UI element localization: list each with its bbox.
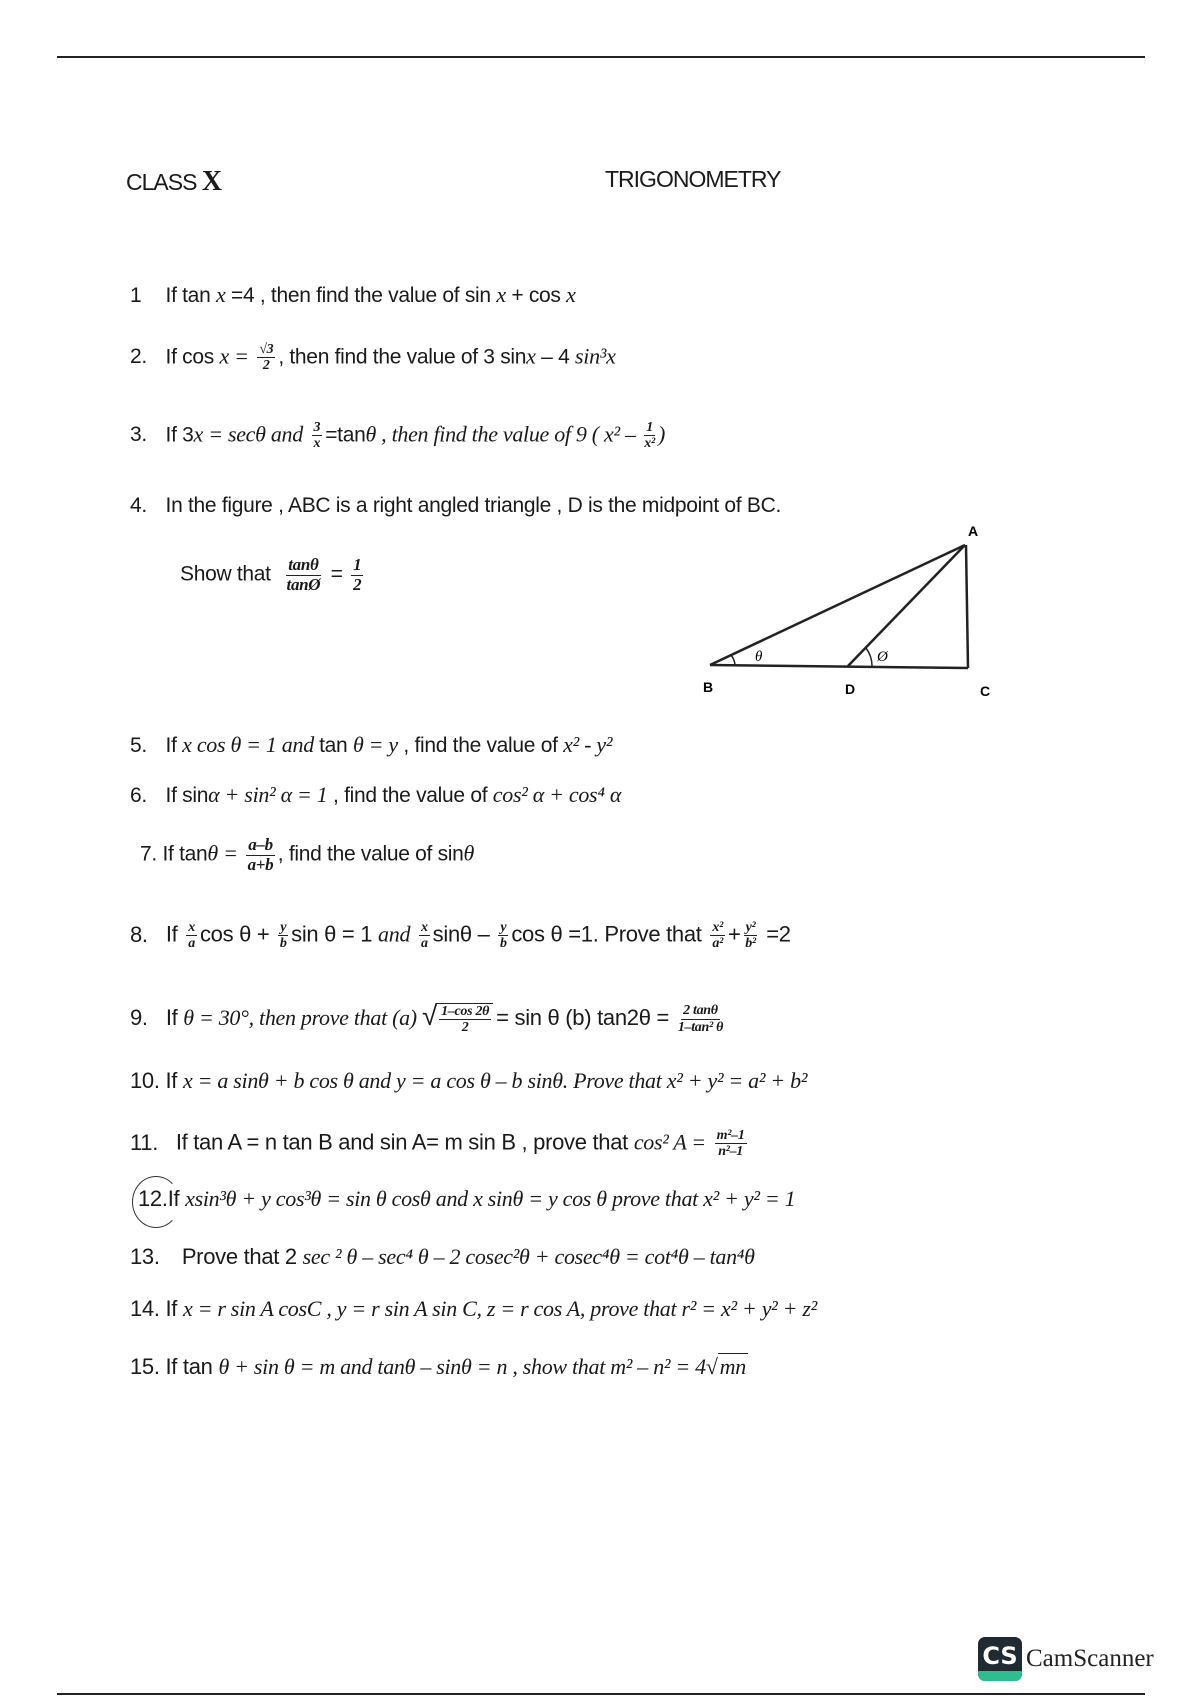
class-heading [126,166,221,198]
denominator: a [420,936,428,952]
question-13 [130,1244,755,1270]
question-10 [130,1068,807,1094]
question-6 [130,782,621,808]
question-text: If [165,1068,183,1093]
question-number: 1 [130,284,142,307]
math: θ = [207,840,238,866]
triangle-diagram [700,520,1000,710]
question-number: 3. [130,423,147,447]
numerator: 3 [313,420,321,435]
denominator: a [188,936,195,952]
math: cos² α + cos⁴ α [492,782,622,807]
class-label: CLASS [126,169,197,195]
sqrt-content: mn [719,1354,746,1379]
question-11 [130,1128,750,1160]
fraction [644,420,655,452]
numerator: 1–cos 2θ [441,1003,490,1019]
denominator: b [279,936,287,952]
fraction [437,1003,493,1036]
question-text: – 4 [535,345,576,369]
fraction [744,920,758,952]
top-rule [57,56,1145,58]
question-number: 7. [140,842,157,866]
question-number: 6. [130,784,147,807]
numerator: m²–1 [716,1128,745,1143]
denominator: a+b [247,854,274,874]
question-8 [130,920,791,952]
bottom-rule [57,1693,1145,1695]
numerator: 2 tanθ [683,1003,718,1019]
question-number: 8. [130,921,148,947]
subject-heading: TRIGONOMETRY [605,166,781,192]
question-text: =tan [325,423,366,447]
question-text: sin θ = 1 [291,921,379,947]
question-text: If [165,734,183,757]
question-number: 2. [130,345,147,369]
numerator: a–b [248,835,273,854]
fraction [312,420,323,452]
denominator: 2 [262,358,270,374]
math: cos² A = [633,1129,706,1155]
question-2 [130,342,616,374]
question-number: 11. [130,1129,159,1155]
denominator: a² [712,936,724,952]
vertex-b-label: B [703,679,714,695]
fraction [257,342,275,374]
question-text: Show that [180,562,271,586]
fraction [498,920,508,952]
question-number: 9. [130,1005,148,1030]
question-text: If tan [165,284,216,307]
denominator: n²–1 [718,1144,743,1160]
class-value: X [201,166,222,197]
math: x cos θ = 1 and [182,732,320,757]
numerator: 1 [646,420,653,435]
math: x = secθ and [193,421,303,447]
numerator: √3 [259,342,274,357]
question-text: , find the value of sin [277,842,464,866]
question-4 [130,494,781,518]
fraction [419,920,430,952]
question-text: If [165,921,178,947]
fraction [351,556,363,594]
math: θ + sin θ = m and tanθ – sinθ = n , show that m² – n² = 4 [218,1354,706,1379]
denominator: x² [644,436,655,452]
question-text: If [167,1186,186,1211]
math: ) [657,421,665,447]
math: sin³x [575,343,616,369]
math: xsin³θ + y cos³θ = sin θ cosθ and x sinθ = y cos θ prove that x² + y² = 1 [185,1186,796,1211]
numerator: x² [712,920,724,935]
numerator: y [280,920,287,935]
math: α + sin² α = 1 [208,782,328,807]
question-text: If 3 [165,423,194,447]
math: x [496,282,506,307]
angle-phi-label: Ø [877,649,888,665]
vertex-a-label: A [968,523,979,539]
question-text: tan [319,734,353,757]
question-text: sinθ – [432,921,490,947]
math: x [526,343,536,369]
numerator: y [500,920,507,935]
question-text: If [165,1005,184,1030]
question-text: Prove that 2 [181,1244,303,1269]
question-number: 5. [130,734,147,757]
question-15: 15. If tan θ + sin θ = m and tanθ – sinθ = n , show that m² – n² = 4√mn [130,1354,746,1379]
denominator: x [313,436,321,452]
numerator: y² [745,920,756,935]
angle-theta-label: θ [755,649,763,665]
question-text: In the figure , ABC is a right angled triangle , D is the midpoint of BC. [165,494,781,517]
math: θ = y [352,732,398,757]
math: x [215,282,226,307]
vertex-d-label: D [845,681,856,697]
question-text: , then find the value of 3 sin [278,345,527,369]
question-7 [140,836,474,874]
question-text: cos θ + [199,921,270,947]
plus-sign: + [728,921,741,947]
question-text: If tan [165,1354,219,1379]
question-14 [130,1296,817,1322]
question-text: , find the value of [397,734,564,757]
math: x [566,282,576,307]
math: and [378,921,411,947]
camscanner-watermark [978,1637,1154,1681]
question-number: 10. [130,1068,160,1093]
fraction [246,836,275,874]
math: x = [219,343,249,369]
question-text: If tan [162,842,208,866]
question-text: = sin θ (b) tan2θ = [496,1005,669,1030]
question-text: If tan A = n tan B and sin A= m sin B , prove that [175,1129,634,1155]
denominator: tanØ [286,574,321,594]
denominator: 1–tan² θ [677,1019,724,1035]
fraction [186,920,197,952]
question-5 [130,732,612,758]
fraction [715,1128,747,1160]
math: x = a sinθ + b cos θ and y = a cos θ – b sinθ. Prove that x² + y² = a² + b² [182,1068,808,1093]
question-4-show-that [180,556,366,594]
question-number: 15. [130,1354,160,1379]
denominator: b² [745,936,756,952]
fraction [278,920,288,952]
question-text: =2 [760,921,791,947]
numerator: x [188,920,195,935]
fraction [710,920,725,952]
numerator: tanθ [288,555,319,574]
camscanner-logo-icon [978,1637,1022,1681]
question-number: 14. [130,1296,160,1321]
denominator: b [500,936,507,952]
question-text: , find the value of [327,784,493,807]
denominator: 2 [353,574,362,594]
math: θ , then find the value of 9 ( x² – [365,421,636,447]
fraction [678,1003,723,1035]
math: x = r sin A cosC , y = r sin A sin C, z = r cos A, prove that r² = x² + y² + z² [182,1296,817,1321]
question-9 [130,1000,726,1036]
question-text: cos θ =1. Prove that [511,921,702,947]
question-12 [138,1186,795,1212]
logo-badge-text: CS [982,1642,1018,1670]
math: x² - y² [563,732,613,757]
question-number: 4. [130,494,147,517]
question-text: If sin [165,784,209,807]
question-1 [130,282,576,308]
numerator: 1 [353,555,362,574]
denominator: 2 [461,1020,469,1036]
sqrt-sign: √ [422,1000,438,1031]
numerator: x [420,920,428,935]
equals-sign: = [330,562,343,586]
math: θ = 30°, then prove that (a) [183,1005,423,1030]
question-text: =4 , then find the value of sin [225,284,497,307]
logo-name: CamScanner [1026,1645,1154,1672]
question-text: + cos [505,284,567,307]
fraction [286,556,320,594]
question-number: 13. [130,1244,160,1269]
question-number: 12. [138,1186,168,1211]
question-3 [130,420,665,452]
math: θ [463,840,475,866]
question-text: If [165,1296,183,1321]
vertex-c-label: C [980,683,991,699]
math: sec ² θ – sec⁴ θ – 2 cosec²θ + cosec⁴θ = cot⁴θ – tan⁴θ [302,1244,755,1269]
question-text: If cos [165,345,220,369]
